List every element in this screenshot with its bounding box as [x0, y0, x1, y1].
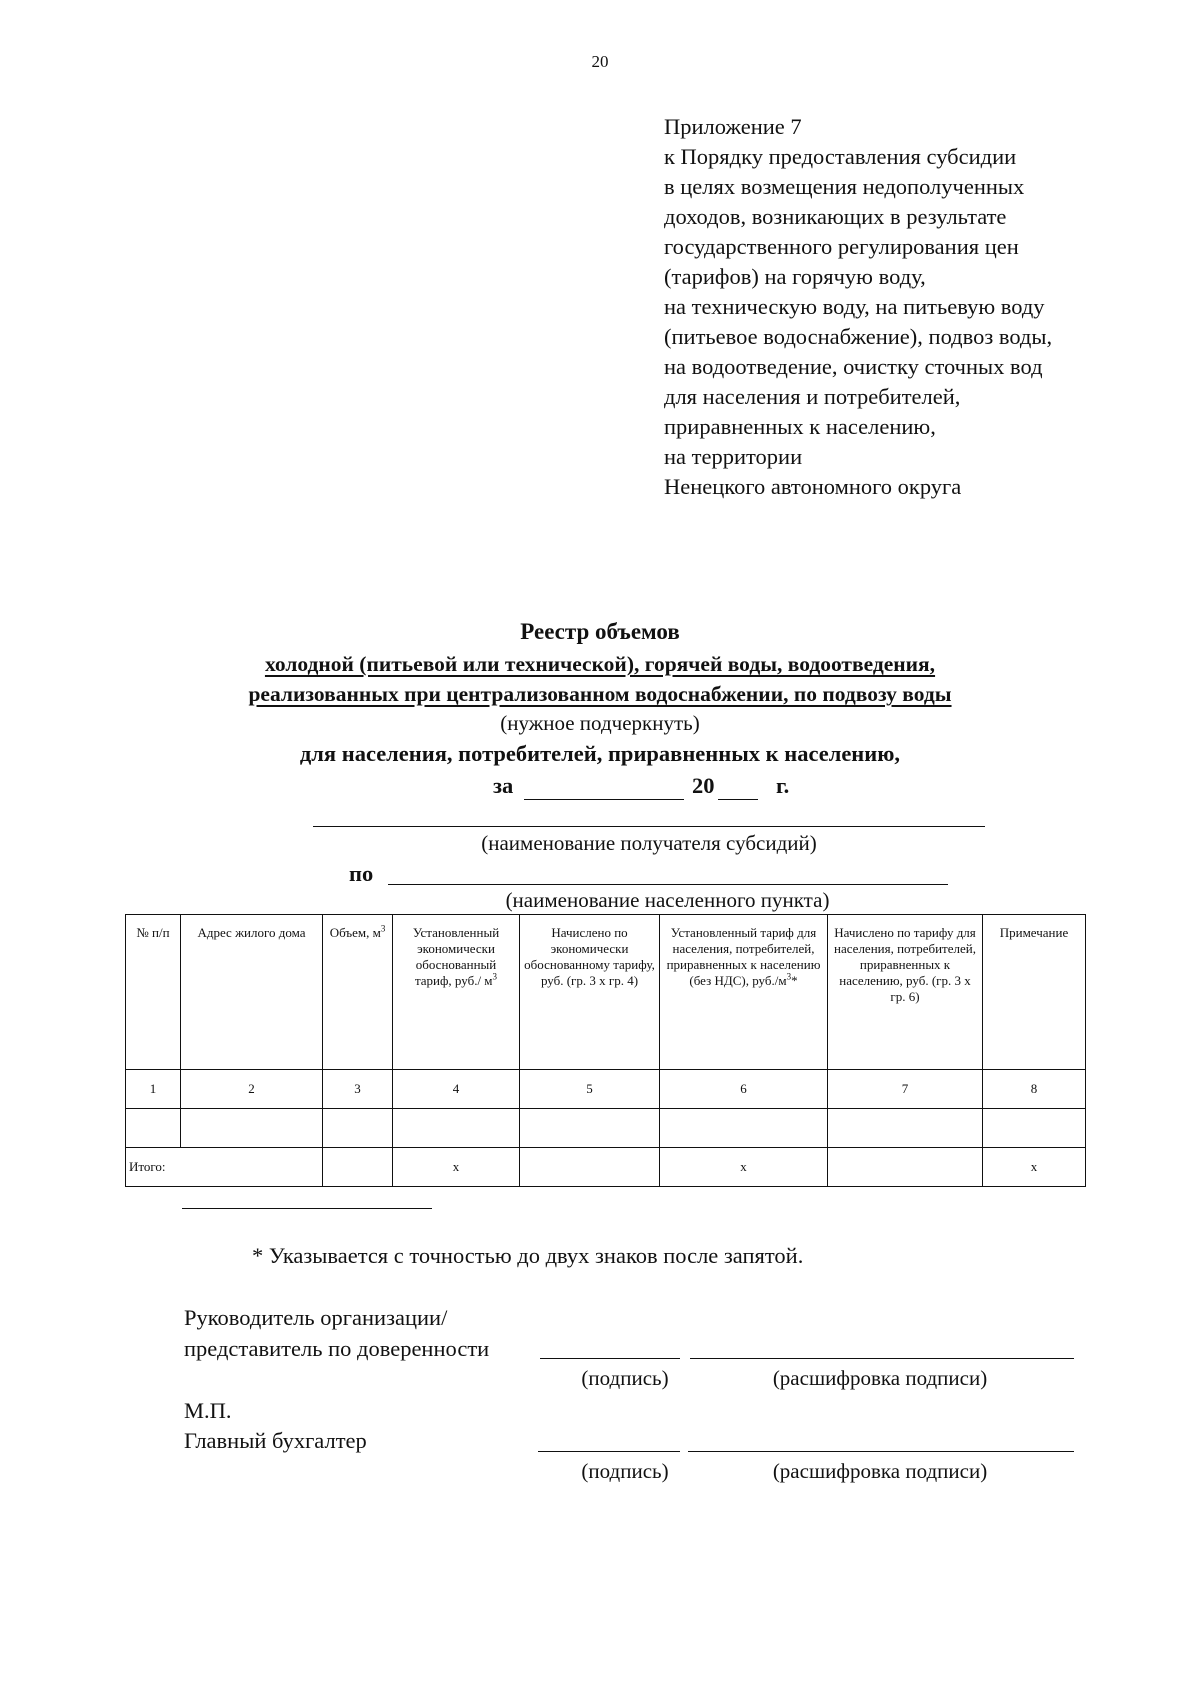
annex-block: [664, 112, 1184, 502]
accountant-signature-line[interactable]: [538, 1451, 680, 1452]
period-blank[interactable]: [524, 777, 684, 800]
settlement-name-line[interactable]: [388, 884, 948, 885]
annex-line: приравненных к населению,: [664, 414, 936, 439]
annex-line: Ненецкого автономного округа: [664, 474, 962, 499]
head-decoding-line[interactable]: [690, 1358, 1074, 1359]
total-label: Итого:: [126, 1148, 323, 1187]
header-population-tariff: Установленный тариф для населения, потребителей, приравненных к населению (без НДС), $руб./м^3*$: [660, 915, 828, 1070]
total-accrued-economic-cell[interactable]: [520, 1148, 660, 1187]
column-number: 1: [126, 1070, 181, 1109]
settlement-prefix: по: [349, 861, 374, 886]
annex-line: Приложение 7: [664, 114, 802, 139]
annex-line: для населения и потребителей,: [664, 384, 961, 409]
total-note-cell: x: [983, 1148, 1086, 1187]
underline-hint: (нужное подчеркнуть): [500, 711, 700, 735]
annex-line: (тарифов) на горячую воду,: [664, 264, 926, 289]
title-subline-1: холодной (питьевой или технической), горячей воды, водоотведения,: [264, 652, 936, 676]
header-accrued-economic: Начислено по экономически обоснованному тарифу, руб. (гр. 3 x гр. 4): [520, 915, 660, 1070]
total-row: [126, 1148, 1086, 1187]
header-number: № п/п: [126, 915, 181, 1070]
title-for-whom: для населения, потребителей, приравненных к населению,: [299, 741, 901, 766]
head-title-line1: Руководитель организации/: [184, 1305, 448, 1330]
accountant-signature-caption: (подпись): [581, 1459, 669, 1483]
column-numbers-row: [126, 1070, 1086, 1109]
head-signature-line[interactable]: [540, 1358, 680, 1359]
accountant-decoding-line[interactable]: [688, 1451, 1074, 1452]
table-cell[interactable]: [520, 1109, 660, 1148]
annex-line: на водоотведение, очистку сточных вод: [664, 354, 1043, 379]
document-title: Реестр объемов: [520, 619, 680, 644]
header-address: Адрес жилого дома: [181, 915, 323, 1070]
page-number: 20: [591, 52, 609, 71]
table-header-row: [126, 915, 1086, 1070]
table-cell[interactable]: [828, 1109, 983, 1148]
period-year: 20: [692, 773, 715, 798]
column-number: 2: [181, 1070, 323, 1109]
header-note: Примечание: [983, 915, 1086, 1070]
head-signature-caption: (подпись): [581, 1366, 669, 1390]
annex-line: к Порядку предоставления субсидии: [664, 144, 1017, 169]
settlement-caption: (наименование населенного пункта): [505, 888, 830, 912]
total-population-tariff-cell: x: [660, 1148, 828, 1187]
annex-line: государственного регулирования цен: [664, 234, 1019, 259]
table-cell[interactable]: [126, 1109, 181, 1148]
column-number: 5: [520, 1070, 660, 1109]
recipient-name-line[interactable]: [313, 826, 985, 827]
year-blank[interactable]: [718, 777, 758, 800]
annex-line: доходов, возникающих в результате: [664, 204, 1007, 229]
header-economic-tariff: Установленный экономически обоснованный тариф, руб./ $м^3$: [393, 915, 520, 1070]
accountant-decoding-caption: (расшифровка подписи): [772, 1459, 988, 1483]
footnote: * Указывается с точностью до двух знаков после запятой.: [252, 1243, 804, 1268]
head-title-line2: представитель по доверенности: [184, 1336, 490, 1361]
total-accrued-population-cell[interactable]: [828, 1148, 983, 1187]
column-number: 8: [983, 1070, 1086, 1109]
column-number: 4: [393, 1070, 520, 1109]
header-accrued-population: Начислено по тарифу для населения, потребителей, приравненных к населению, руб. (гр. 3 x гр. 6): [828, 915, 983, 1070]
table-row: [126, 1109, 1086, 1148]
table-cell[interactable]: [983, 1109, 1086, 1148]
table-cell[interactable]: [181, 1109, 323, 1148]
table-cell[interactable]: [660, 1109, 828, 1148]
chief-accountant-label: Главный бухгалтер: [184, 1428, 367, 1453]
stamp-place: М.П.: [184, 1398, 232, 1423]
column-number: 3: [323, 1070, 393, 1109]
annex-line: в целях возмещения недополученных: [664, 174, 1025, 199]
annex-line: на техническую воду, на питьевую воду: [664, 294, 1045, 319]
total-volume-cell[interactable]: [323, 1148, 393, 1187]
header-volume: Объем, $м^3$: [323, 915, 393, 1070]
title-subline-2: реализованных при централизованном водоснабжении, по подвозу воды: [248, 682, 952, 706]
head-decoding-caption: (расшифровка подписи): [772, 1366, 988, 1390]
period-suffix: г.: [776, 773, 790, 798]
annex-line: на территории: [664, 444, 803, 469]
table-cell[interactable]: [393, 1109, 520, 1148]
annex-line: (питьевое водоснабжение), подвоз воды,: [664, 324, 1053, 349]
recipient-caption: (наименование получателя субсидий): [481, 831, 817, 855]
column-number: 6: [660, 1070, 828, 1109]
register-table: [125, 914, 1086, 1187]
column-number: 7: [828, 1070, 983, 1109]
total-economic-tariff-cell: x: [393, 1148, 520, 1187]
table-cell[interactable]: [323, 1109, 393, 1148]
footnote-divider: [182, 1208, 432, 1209]
period-prefix: за: [493, 773, 514, 798]
